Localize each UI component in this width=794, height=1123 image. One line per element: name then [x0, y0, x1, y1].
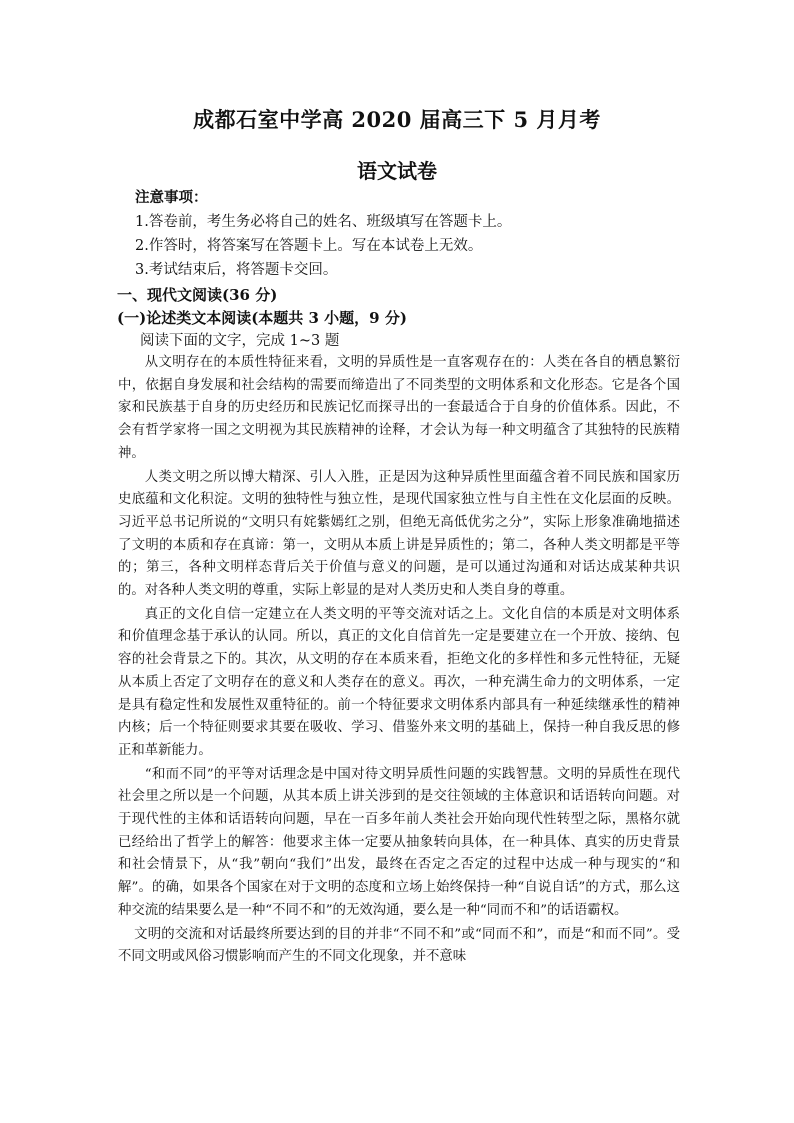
passage-paragraph: 人类文明之所以博大精深、引人入胜，正是因为这种异质性里面蕴含着不同民族和国家历史底蕴和文化积淀。文明的独特性与独立性，是现代国家独立性与自主性在文化层面的反映。习近平总书记所说的“文明只有姹紫嫣红之别，但绝无高低优劣之分”，实际上形象准确地描述了文明的本质和存在真谛：第一，文明从本质上讲是异质性的；第二，各种人类文明都是平等的；第三，各种文明样态背后关于价值与意义的问题，是可以通过沟通和对话达成某种共识的。对各种人类文明的尊重，实际上彰显的是对人类历史和人类自身的尊重。: [118, 469, 680, 599]
passage-paragraph: 文明的交流和对话最终所要达到的目的并非“不同不和”或“同而不和”，而是“和而不同”。受不同文明或风俗习惯影响而产生的不同文化现象，并不意味: [118, 926, 680, 965]
exam-subtitle: 语文试卷: [357, 159, 437, 183]
subsection-heading: (一)论述类文本阅读(本题共 3 小题，9 分): [117, 309, 407, 327]
reading-passage: [118, 352, 680, 970]
reading-instruction: 阅读下面的文字，完成 1~3 题: [140, 333, 340, 349]
passage-paragraph: 从文明存在的本质性特征来看，文明的异质性是一直客观存在的：人类在各自的栖息繁衍中，依据自身发展和社会结构的需要而缔造出了不同类型的文明体系和文化形态。它是各个国家和民族基于自身的历史经历和民族记忆而探寻出的一套最适合于自身的价值体系。因此，不会有哲学家将一国之文明视为其民族精神的诠释，才会认为每一种文明蕴含了其独特的民族精神。: [118, 355, 680, 461]
notice-heading: 注意事项：: [135, 189, 208, 206]
notice-item: 1.答卷前，考生务必将自己的姓名、班级填写在答题卡上。: [135, 214, 512, 230]
section-heading: 一、现代文阅读(36 分): [117, 286, 278, 304]
notice-item: 2.作答时，将答案写在答题卡上。写在本试卷上无效。: [135, 238, 483, 254]
passage-paragraph: 真正的文化自信一定建立在人类文明的平等交流对话之上。文化自信的本质是对文明体系和价值理念基于承认的认同。所以，真正的文化自信首先一定是要建立在一个开放、接纳、包容的社会背景之下的。其次，从文明的存在本质来看，拒绝文化的多样性和多元性特征，无疑从本质上否定了文明存在的意义和人类存在的意义。再次，一种充满生命力的文明体系，一定是具有稳定性和发展性双重特征的。前一个特征要求文明体系内部具有一种延续继承性的精神内核；后一个特征则要求其要在吸收、学习、借鉴外来文明的基础上，保持一种自我反思的修正和革新能力。: [118, 606, 680, 758]
exam-title: 成都石室中学高 2020 届高三下 5 月月考: [193, 107, 601, 132]
notice-block: [118, 186, 698, 282]
passage-paragraph: “和而不同”的平等对话理念是中国对待文明异质性问题的实践智慧。文明的异质性在现代社会里之所以是一个问题，从其本质上讲关涉到的是交往领域的主体意识和话语转向问题。对于现代性的主体和话语转向问题，早在一百多年前人类社会开始向现代性转型之际，黑格尔就已经给出了哲学上的解答：他要求主体一定要从抽象转向具体，在一种具体、真实的历史背景和社会情景下，从“我”朝向“我们”出发，最终在否定之否定的过程中达成一种与现实的“和解”。的确，如果各个国家在对于文明的态度和立场上始终保持一种“自说自话”的方式，那么这种交流的结果要么是一种“不同不和”的无效沟通，要么是一种“同而不和”的话语霸权。: [118, 766, 680, 918]
notice-item: 3.考试结束后，将答题卡交回。: [135, 262, 338, 278]
